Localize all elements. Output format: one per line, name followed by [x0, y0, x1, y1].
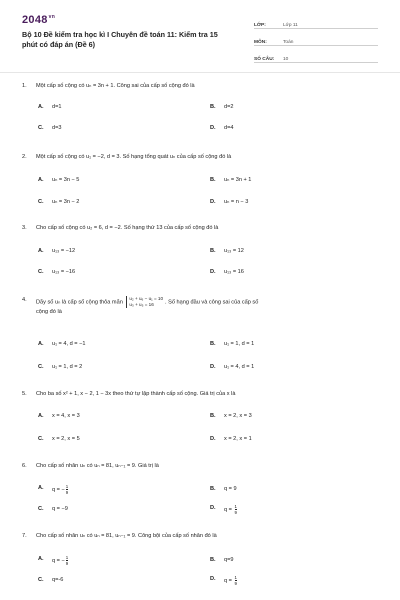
option-letter: D.	[210, 199, 216, 205]
meta-info	[254, 18, 378, 69]
option-a[interactable]	[38, 176, 79, 184]
option-letter: D.	[210, 364, 216, 370]
question-text: Một cấp số cộng có uₙ = 3n + 1. Công sai của cấp số cộng đó là	[36, 83, 195, 89]
option-b[interactable]	[210, 103, 234, 111]
question-5	[22, 390, 378, 398]
option-c[interactable]	[38, 576, 63, 584]
option-letter: B.	[210, 413, 216, 419]
question-text	[36, 296, 378, 316]
question-text: Cho cấp số cộng có u₂ = 6, d = −2. Số hạng thứ 13 của cấp số cộng đó là	[36, 225, 219, 231]
option-letter: C.	[38, 125, 44, 131]
option-letter: C.	[38, 269, 44, 275]
question-4	[22, 296, 378, 316]
option-letter: B.	[210, 341, 216, 347]
option-prefix: q =	[224, 577, 234, 584]
option-text: u₁₃ = −12	[52, 248, 76, 254]
option-a[interactable]	[38, 412, 80, 420]
fraction	[66, 555, 68, 566]
option-text: q = −9	[52, 506, 68, 512]
meta-value: 10	[283, 57, 289, 62]
question-6	[22, 462, 378, 470]
question-number: 3.	[22, 225, 27, 231]
option-letter: A.	[38, 413, 44, 419]
option-text: x = 2, x = 5	[52, 436, 80, 442]
option-text	[224, 504, 238, 515]
option-letter: C.	[38, 364, 44, 370]
option-d[interactable]	[210, 198, 248, 206]
option-a[interactable]	[38, 247, 75, 255]
option-letter: D.	[210, 505, 216, 511]
numerator: 1	[65, 484, 69, 489]
option-a[interactable]	[38, 484, 69, 495]
option-letter: D.	[210, 576, 216, 582]
option-letter: D.	[210, 436, 216, 442]
meta-subject-row	[254, 35, 378, 46]
option-text	[52, 484, 69, 495]
option-a[interactable]	[38, 103, 62, 111]
option-letter: B.	[210, 248, 216, 254]
question-text-part: . Số hạng đầu và công sai của cấp số	[165, 299, 259, 306]
option-a[interactable]	[38, 555, 69, 566]
option-d[interactable]	[210, 504, 238, 515]
question-number: 6.	[22, 463, 27, 469]
option-letter: C.	[38, 577, 44, 583]
meta-label: SỐ CÂU:	[254, 57, 275, 62]
option-letter: D.	[210, 269, 216, 275]
option-text: d=4	[224, 125, 234, 131]
question-text: Một cấp số cộng có u₁ = −2, d = 3. Số hạng tổng quát uₙ của cấp số cộng đó là	[36, 154, 232, 160]
option-c[interactable]	[38, 435, 80, 443]
question-text-part: Dãy số uₙ là cấp số cộng thỏa mãn	[36, 299, 123, 306]
option-d[interactable]	[210, 124, 234, 132]
option-text: x = 2, x = 1	[224, 436, 252, 442]
meta-label: LỚP:	[254, 23, 266, 28]
question-3	[22, 224, 378, 232]
option-text: u₁₃ = 12	[224, 248, 244, 254]
option-a[interactable]	[38, 340, 85, 348]
meta-class-row	[254, 18, 378, 29]
meta-value: Toán	[283, 40, 294, 45]
option-text: d=2	[224, 104, 234, 110]
option-letter: D.	[210, 125, 216, 131]
option-text: q = 9	[224, 486, 237, 492]
page-header	[0, 0, 400, 62]
option-text	[224, 575, 238, 586]
denominator: 9	[65, 561, 69, 566]
question-number: 1.	[22, 83, 27, 89]
denominator: 9	[65, 490, 69, 495]
option-text: d=1	[52, 104, 62, 110]
option-letter: C.	[38, 506, 44, 512]
question-text: Cho cấp số nhân uₙ có uₙ = 81, uₙ₋₁ = 9. Giá trị là	[36, 463, 159, 469]
option-b[interactable]	[210, 485, 237, 493]
option-c[interactable]	[38, 505, 68, 513]
meta-count-row	[254, 52, 378, 63]
meta-label: MÔN:	[254, 40, 267, 45]
option-text: u₁ = 4, d = −1	[52, 341, 86, 347]
option-c[interactable]	[38, 363, 82, 371]
option-text: q=9	[224, 557, 234, 563]
option-letter: B.	[210, 557, 216, 563]
option-text: u₁ = 1, d = 1	[224, 341, 255, 347]
fraction	[235, 504, 237, 515]
numerator: 1	[234, 504, 237, 509]
option-text: uₙ = 3n + 1	[224, 177, 252, 183]
equation: u₃ + u₅ = 16	[129, 302, 154, 307]
option-text: x = 2, x = 3	[224, 413, 252, 419]
option-text: u₁₃ = 16	[224, 269, 244, 275]
option-prefix: q =	[224, 506, 234, 513]
option-b[interactable]	[210, 556, 234, 564]
question-number: 2.	[22, 154, 27, 160]
option-letter: A.	[38, 485, 44, 491]
option-letter: B.	[210, 486, 216, 492]
option-c[interactable]	[38, 268, 75, 276]
question-text: Cho cấp số nhân uₙ có uₙ = 81, uₙ₋₁ = 9. Công bội của cấp số nhân đó là	[36, 533, 217, 539]
header-divider	[0, 72, 400, 73]
option-text: d=3	[52, 125, 62, 131]
option-b[interactable]	[210, 176, 251, 184]
question-number: 5.	[22, 391, 27, 397]
equation-system	[126, 296, 163, 308]
question-1	[22, 82, 378, 90]
option-letter: A.	[38, 248, 44, 254]
option-d[interactable]	[210, 435, 252, 443]
site-logo[interactable]: $2048^{vn}$	[22, 14, 56, 26]
denominator: 9	[234, 581, 237, 586]
option-d[interactable]	[210, 363, 254, 371]
document-title: Bộ 10 Đề kiểm tra học kì I Chuyên đề toán 11: Kiểm tra 15 phút có đáp án (Đề 6)	[22, 30, 218, 49]
equation: u₂ + u₆ − u₁ = 10	[129, 296, 164, 301]
option-text: uₙ = 3n − 2	[52, 199, 80, 205]
option-letter: B.	[210, 177, 216, 183]
question-number: 7.	[22, 533, 27, 539]
option-c[interactable]	[38, 124, 62, 132]
option-d[interactable]	[210, 575, 238, 586]
option-c[interactable]	[38, 198, 79, 206]
option-b[interactable]	[210, 412, 252, 420]
question-text-part: cộng đó là	[36, 309, 62, 315]
option-prefix: q = −	[52, 557, 65, 564]
option-prefix: q = −	[52, 486, 65, 493]
option-letter: C.	[38, 199, 44, 205]
fraction	[66, 484, 68, 495]
option-letter: A.	[38, 177, 44, 183]
option-text: uₙ = 3n − 5	[52, 177, 80, 183]
numerator: 1	[234, 575, 237, 580]
question-number: 4.	[22, 297, 27, 303]
question-7	[22, 532, 378, 540]
option-b[interactable]	[210, 247, 244, 255]
option-letter: B.	[210, 104, 216, 110]
option-text: uₙ = n − 3	[224, 199, 249, 205]
option-text: u₁ = 1, d = 2	[52, 364, 83, 370]
numerator: 1	[65, 555, 69, 560]
fraction	[235, 575, 237, 586]
option-letter: C.	[38, 436, 44, 442]
option-b[interactable]	[210, 340, 254, 348]
option-text: q=-6	[52, 577, 64, 583]
denominator: 9	[234, 510, 237, 515]
option-text: x = 4, x = 3	[52, 413, 80, 419]
question-text: Cho ba số x² + 1, x − 2, 1 − 3x theo thứ tự lập thành cấp số cộng. Giá trị của x là	[36, 391, 236, 397]
option-text: u₁₃ = −16	[52, 269, 76, 275]
option-letter: A.	[38, 556, 44, 562]
option-text	[52, 555, 69, 566]
option-letter: A.	[38, 104, 44, 110]
option-letter: A.	[38, 341, 44, 347]
option-text: u₁ = 4, d = 1	[224, 364, 255, 370]
meta-value: Lớp 11	[283, 23, 298, 28]
option-d[interactable]	[210, 268, 244, 276]
question-2	[22, 153, 378, 161]
